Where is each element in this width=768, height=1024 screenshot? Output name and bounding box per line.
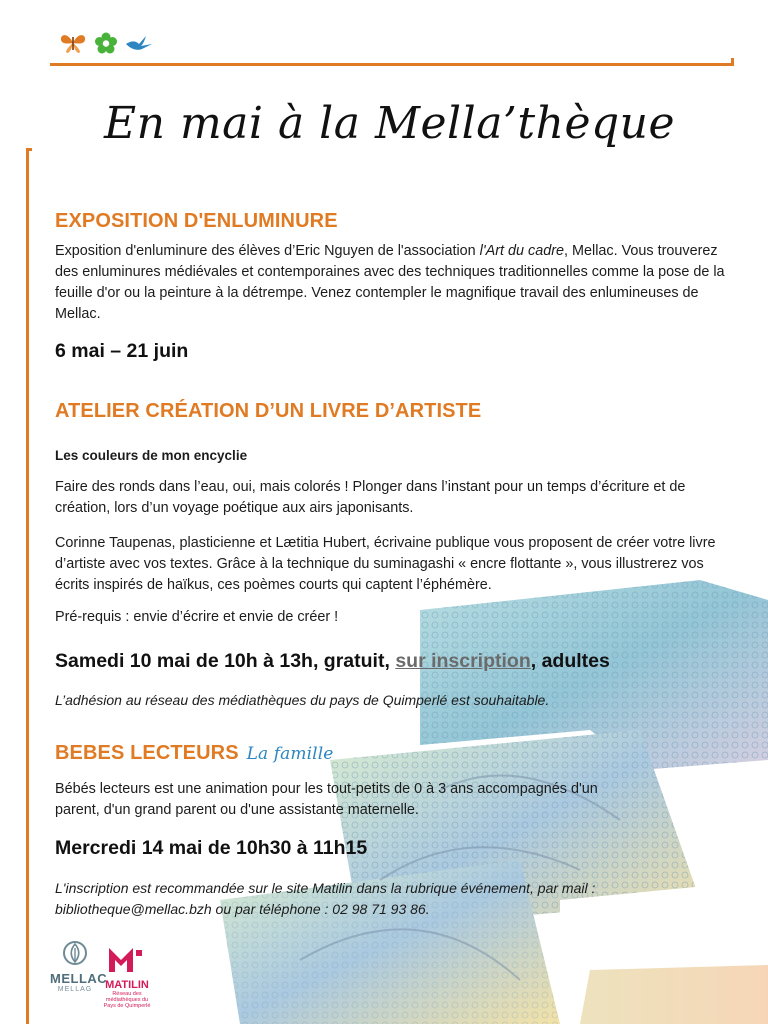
matilin-logo xyxy=(102,944,152,1009)
mellac-emblem-icon xyxy=(62,940,88,966)
bebes-title: BEBES LECTEURS xyxy=(55,742,239,764)
family-tag: La famille xyxy=(246,744,334,764)
exposition-text-end: , Mellac. Vous trouverez des enluminures médiévales et contemporaines avec des techniques traditionnelles comme la pose de la feuille d'or ou la peinture à la détrempe. Venez contempler le magnifique travail des enlumineuses de Mellac. xyxy=(55,243,725,322)
butterfly-icon xyxy=(58,32,88,54)
exposition-description xyxy=(55,241,725,325)
header-icons xyxy=(58,32,154,54)
mellac-logo-word: MELLAC xyxy=(50,971,108,986)
atelier-paragraph-2: Corinne Taupenas, plasticienne et Lætitia Hubert, écrivaine publique vous proposent de créer votre livre d’artiste avec vos textes. Grâce à la technique du suminagashi « encre flottante », vous illustrerez vos écrits inspirés de haïkus, ces poèmes courts qui captent l’éphémère. xyxy=(55,535,716,593)
atelier-prerequisites: Pré-requis : envie d’écrire et envie de créer ! xyxy=(55,609,339,625)
atelier-paragraph-1: Faire des ronds dans l’eau, oui, mais colorés ! Plonger dans l’instant pour un temps d’écriture et de création, lors d’un voyage poétique aux airs japonisants. xyxy=(55,479,686,516)
mellac-logo-sub: MELLAG xyxy=(57,986,93,993)
exposition-heading: EXPOSITION D'ENLUMINURE xyxy=(55,210,338,232)
exposition-text-start: Exposition d'enluminure des élèves d’Eric Nguyen de l'association xyxy=(55,243,480,259)
atelier-date xyxy=(55,650,610,673)
left-accent-rule xyxy=(26,148,29,1024)
matilin-logo-word: MATILIN xyxy=(105,979,149,991)
atelier-subtitle: Les couleurs de mon encyclie xyxy=(55,448,248,463)
atelier-date-start: Samedi 10 mai de 10h à 13h, gratuit, xyxy=(55,650,396,672)
flower-icon xyxy=(94,32,118,54)
atelier-heading: ATELIER CRÉATION D’UN LIVRE D’ARTISTE xyxy=(55,400,482,422)
bird-icon xyxy=(124,32,154,54)
mellac-logo xyxy=(50,940,108,993)
header-divider xyxy=(50,63,734,66)
exposition-dates: 6 mai – 21 juin xyxy=(55,340,189,362)
page-title: En mai à la Mella’thèque xyxy=(104,98,676,149)
bebes-description: Bébés lecteurs est une animation pour les tout-petits de 0 à 3 ans accompagnés d'un parent, d'un grand parent ou d'une assistante maternelle. xyxy=(55,781,598,818)
matilin-emblem-icon xyxy=(107,944,147,974)
atelier-membership-note: L’adhésion au réseau des médiathèques du pays de Quimperlé est souhaitable. xyxy=(55,692,550,708)
bebes-heading xyxy=(55,742,333,765)
left-accent-tick xyxy=(26,148,32,151)
matilin-logo-sub: Réseau des médiathèques du Pays de Quimperlé xyxy=(103,991,151,1009)
header-divider-end xyxy=(731,58,734,66)
registration-link[interactable]: sur inscription xyxy=(395,650,531,672)
bebes-date: Mercredi 14 mai de 10h30 à 11h15 xyxy=(55,837,368,859)
atelier-date-end: , adultes xyxy=(530,650,610,672)
association-name: l'Art du cadre xyxy=(479,243,565,259)
bebes-registration-note: L'inscription est recommandée sur le site Matilin dans la rubrique événement, par mail : bibliotheque@mellac.bzh ou par téléphone : 02 98 71 93 86. xyxy=(55,880,596,917)
